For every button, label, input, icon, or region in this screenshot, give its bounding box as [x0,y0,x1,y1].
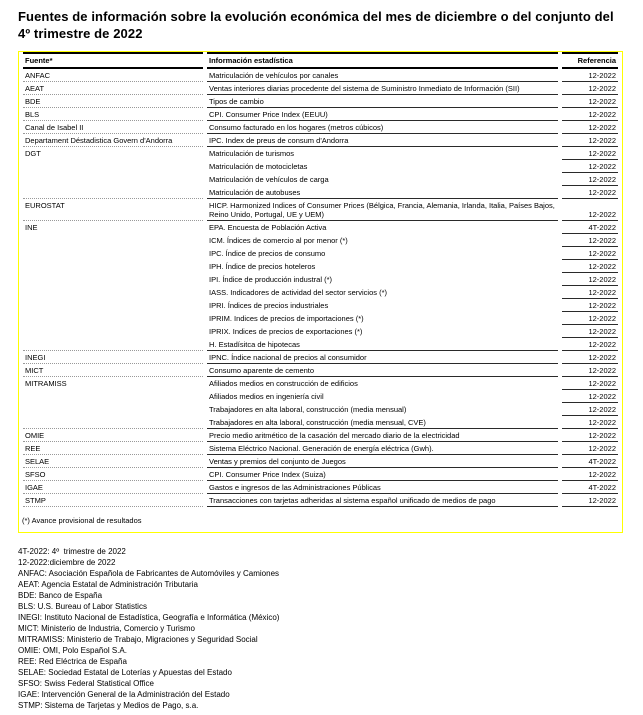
info-cell: CPI. Consumer Price Index (Suiza) [207,468,558,481]
legend-line: REE: Red Eléctrica de España [18,657,127,666]
ref-cell: 4T-2022 [562,221,618,234]
legend-line: MICT: Ministerio de Industria, Comercio y Turismo [18,624,195,633]
table-row [23,286,618,299]
fuente-cell [23,338,203,351]
info-cell: Ventas interiores diarias procedente del sistema de Suministro Inmediato de Información (SII) [207,82,558,95]
ref-cell: 12-2022 [562,199,618,221]
fuente-cell [23,416,203,429]
ref-cell: 4T-2022 [562,481,618,494]
ref-cell: 12-2022 [562,351,618,364]
fuente-cell [23,299,203,312]
table-header-row [23,52,618,69]
table-row [23,134,618,147]
fuente-cell: EUROSTAT [23,199,203,221]
fuente-cell: INE [25,222,38,232]
ref-cell: 12-2022 [562,403,618,416]
fuente-cell [23,260,203,273]
table-row [23,494,618,507]
fuente-cell: AEAT [23,82,203,95]
fuente-cell [23,403,203,416]
fuente-cell [23,325,203,338]
table-row [23,429,618,442]
ref-cell: 12-2022 [562,260,618,273]
ref-cell: 12-2022 [562,390,618,403]
table-body [23,69,618,507]
column-header-fuente: Fuente* [23,52,203,69]
ref-cell: 12-2022 [562,134,618,147]
table-row [23,199,618,221]
ref-cell: 12-2022 [562,429,618,442]
legend-line: IGAE: Intervención General de la Administración del Estado [18,690,230,699]
fuente-cell: SFSO [23,468,203,481]
fuente-cell: ANFAC [23,69,203,82]
info-cell: Consumo aparente de cemento [207,364,558,377]
info-cell: ICM. Índices de comercio al por menor (*) [209,235,348,245]
fuente-cell [23,173,203,186]
legend [18,546,623,711]
fuente-cell [23,234,203,247]
ref-cell: 12-2022 [562,312,618,325]
info-cell: Transacciones con tarjetas adheridas al sistema español unificado de medios de pago [207,494,558,507]
fuente-cell: INEGI [23,351,203,364]
info-cell: Gastos e ingresos de las Administraciones Públicas [207,481,558,494]
ref-cell: 12-2022 [562,108,618,121]
table-row [23,442,618,455]
fuente-cell: MICT [23,364,203,377]
info-cell: Afiliados medios en construcción de edificios [209,378,358,388]
info-cell: Matriculación de vehículos de carga [209,174,329,184]
table-row [23,377,618,390]
sources-table-grid [19,52,622,507]
table-row [23,234,618,247]
table-row [23,160,618,173]
legend-line: BDE: Banco de España [18,591,103,600]
info-cell: Matriculación de vehículos por canales [207,69,558,82]
info-cell: EPA. Encuesta de Población Activa [209,222,327,232]
info-cell: HICP. Harmonized Indices of Consumer Prices (Bélgica, Francia, Alemania, Irlanda, Italia, Países Bajos, Reino Unido, Portugal, UE y UEM) [207,199,558,221]
info-cell: Precio medio aritmético de la casación del mercado diario de la electricidad [207,429,558,442]
page-title: Fuentes de información sobre la evolución económica del mes de diciembre o del conjunto del 4º trimestre de 2022 [18,9,614,41]
ref-cell: 4T-2022 [562,455,618,468]
table-row [23,273,618,286]
legend-line: AEAT: Agencia Estatal de Administración Tributaria [18,580,198,589]
ref-cell: 12-2022 [562,82,618,95]
table-row [23,481,618,494]
fuente-cell: OMIE [23,429,203,442]
ref-cell: 12-2022 [562,247,618,260]
info-cell: Ventas y premios del conjunto de Juegos [207,455,558,468]
info-cell: IASS. Indicadores de actividad del sector servicios (*) [209,287,387,297]
table-row [23,416,618,429]
info-cell: IPRIM. Indices de precios de importaciones (*) [209,313,364,323]
table-footnote: (*) Avance provisional de resultados [22,516,142,525]
legend-line: INEGI: Instituto Nacional de Estadística, Geografía e Informática (México) [18,613,280,622]
info-cell: IPI. Índice de producción industral (*) [209,274,332,284]
info-cell: IPRIX. Indices de precios de exportaciones (*) [209,326,363,336]
legend-line: 4T-2022: 4º trimestre de 2022 [18,547,126,556]
table-row [23,390,618,403]
table-row [23,69,618,82]
fuente-cell: REE [23,442,203,455]
column-header-informacion: Información estadística [207,52,558,69]
fuente-cell: IGAE [23,481,203,494]
table-row [23,403,618,416]
table-row [23,299,618,312]
fuente-cell: STMP [23,494,203,507]
info-cell: IPC. Índice de precios de consumo [209,248,326,258]
info-cell: IPNC. Índice nacional de precios al consumidor [207,351,558,364]
column-header-referencia: Referencia [562,52,618,69]
fuente-cell [23,390,203,403]
info-cell: Consumo facturado en los hogares (metros cúbicos) [207,121,558,134]
fuente-cell: Departament Déstadistica Govern d'Andorra [23,134,203,147]
info-cell: Matriculación de autobuses [207,186,558,199]
ref-cell: 12-2022 [562,338,618,351]
legend-line: BLS: U.S. Bureau of Labor Statistics [18,602,147,611]
table-row [23,364,618,377]
ref-cell: 12-2022 [562,325,618,338]
legend-line: SFSO: Swiss Federal Statistical Office [18,679,154,688]
info-cell: H. Estadísitca de hipotecas [207,338,558,351]
info-cell: CPI. Consumer Price Index (EEUU) [207,108,558,121]
table-row [23,108,618,121]
ref-cell: 12-2022 [562,286,618,299]
fuente-cell [23,186,203,199]
table-row [23,455,618,468]
fuente-cell [23,286,203,299]
fuente-cell [23,312,203,325]
table-row [23,247,618,260]
table-row [23,325,618,338]
ref-cell: 12-2022 [562,468,618,481]
table-row [23,312,618,325]
ref-cell: 12-2022 [562,121,618,134]
info-cell: Sistema Eléctrico Nacional. Generación de energía eléctrica (Gwh). [207,442,558,455]
info-cell: Matriculación de turismos [209,148,295,158]
legend-line: ANFAC: Asociación Española de Fabricantes de Automóviles y Camiones [18,569,280,578]
info-cell: Matriculación de motocicletas [209,161,308,171]
fuente-cell: BDE [23,95,203,108]
info-cell: Trabajadores en alta laboral, construcción (media mensual) [209,404,407,414]
table-row [23,82,618,95]
info-cell: Afiliados medios en ingeniería civil [209,391,324,401]
table-row [23,221,618,234]
legend-line: STMP: Sistema de Tarjetas y Medios de Pago, s.a. [18,701,199,710]
table-row [23,186,618,199]
ref-cell: 12-2022 [562,364,618,377]
ref-cell: 12-2022 [562,416,618,429]
table-row [23,147,618,160]
legend-line: OMIE: OMI, Polo Español S.A. [18,646,127,655]
sources-table [18,51,623,533]
ref-cell: 12-2022 [562,186,618,199]
fuente-cell [23,160,203,173]
fuente-cell: BLS [23,108,203,121]
fuente-cell: DGT [25,148,41,158]
info-cell: IPRI. Índices de precios industriales [209,300,329,310]
fuente-cell [23,273,203,286]
ref-cell: 12-2022 [562,273,618,286]
table-row [23,260,618,273]
table-row [23,95,618,108]
fuente-cell [23,247,203,260]
table-row [23,173,618,186]
ref-cell: 12-2022 [562,494,618,507]
ref-cell: 12-2022 [562,69,618,82]
ref-cell: 12-2022 [562,299,618,312]
legend-line: MITRAMISS: Ministerio de Trabajo, Migraciones y Seguridad Social [18,635,258,644]
info-cell: IPC. Index de preus de consum d'Andorra [207,134,558,147]
info-cell: Trabajadores en alta laboral, construcción (media mensual, CVE) [207,416,558,429]
info-cell: IPH. Índice de precios hoteleros [209,261,316,271]
ref-cell: 12-2022 [562,442,618,455]
legend-line: SELAE: Sociedad Estatal de Loterías y Apuestas del Estado [18,668,232,677]
ref-cell: 12-2022 [562,147,618,160]
table-row [23,351,618,364]
ref-cell: 12-2022 [562,377,618,390]
legend-line: 12-2022:diciembre de 2022 [18,558,116,567]
table-row [23,121,618,134]
fuente-cell: MITRAMISS [25,378,67,388]
ref-cell: 12-2022 [562,95,618,108]
table-row [23,468,618,481]
fuente-cell: SELAE [23,455,203,468]
ref-cell: 12-2022 [562,234,618,247]
fuente-cell: Canal de Isabel II [23,121,203,134]
ref-cell: 12-2022 [562,173,618,186]
info-cell: Tipos de cambio [207,95,558,108]
table-row [23,338,618,351]
ref-cell: 12-2022 [562,160,618,173]
